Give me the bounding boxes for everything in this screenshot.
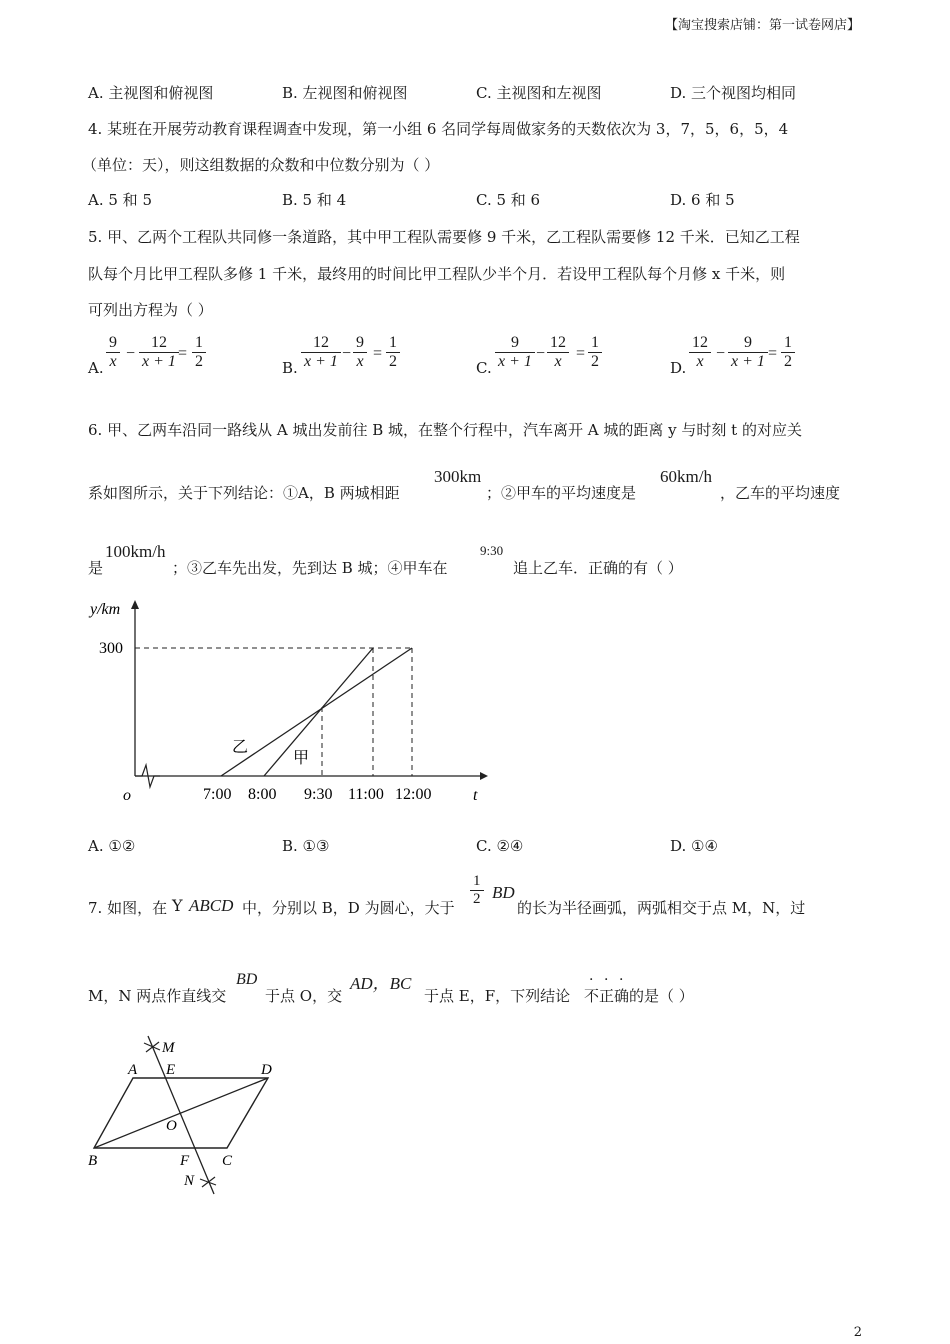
label-b: B (88, 1153, 98, 1169)
q7-line2b: 于点 O，交 (265, 987, 343, 1005)
q5-line2: 队每个月比甲工程队多修 1 千米，最终用的时间比甲工程队少半个月．若设甲工程队每个月修 x 千米，则 (88, 265, 786, 283)
y-label: y/km (90, 601, 121, 618)
q7-part2: 中，分别以 B，D 为圆心，大于 (242, 899, 455, 917)
x-tick-700: 7:00 (203, 786, 232, 803)
q5b-equals: = (373, 345, 383, 362)
x-axis-arrow (480, 772, 488, 780)
label-f: F (180, 1153, 190, 1169)
q5b-frac3: $\frac{1}{2}$ (386, 334, 400, 371)
label-yi: 乙 (232, 739, 249, 756)
q7-part1: 7. 如图，在 (88, 899, 168, 917)
q5a-frac1: $\frac{9}{x}$ (106, 334, 120, 371)
q5b-frac2: $\frac{9}{x}$ (353, 334, 367, 371)
q6-line2b: ；②甲车的平均速度是 (486, 484, 637, 502)
axis-break (135, 765, 160, 787)
page-number: 2 (853, 1325, 862, 1340)
label-a: A (128, 1062, 138, 1078)
q5-label-a: A. (88, 359, 104, 377)
q6-line1: 6. 甲、乙两车沿同一路线从 A 城出发前往 B 城，在整个行程中，汽车离开 A 城的距离 y 与时刻 t 的对应关 (88, 421, 802, 439)
q5c-frac1: $\frac{9}{x + 1}$ (495, 334, 535, 371)
label-c: C (222, 1153, 233, 1169)
q4-line2: （单位：天），则这组数据的众数和中位数分别为（ ） (82, 156, 440, 174)
q5b-frac1: $\frac{12}{x + 1}$ (301, 334, 341, 371)
q5c-minus: − (536, 345, 546, 362)
q4-option-a: A. 5 和 5 (88, 191, 152, 209)
q5a-equals: = (178, 345, 188, 362)
origin-label: o (123, 787, 131, 804)
q6-time: 9:30 (480, 543, 504, 558)
q5a-minus: − (126, 345, 136, 362)
q3-option-d: D. 三个视图均相同 (670, 84, 797, 102)
y-axis-arrow (131, 600, 139, 609)
q3-option-c: C. 主视图和左视图 (476, 84, 602, 102)
emphasis-dot-1: · (589, 972, 594, 988)
q4-line1: 4. 某班在开展劳动教育课程调查中发现，第一小组 6 名同学每周做家务的天数依次为 3，7，5，6，5，4 (88, 120, 789, 138)
q5d-frac3: $\frac{1}{2}$ (781, 334, 795, 371)
label-n: N (184, 1173, 195, 1189)
page-header: 【淘宝搜索店铺：第一试卷网店】 (664, 18, 860, 33)
q4-option-c: C. 5 和 6 (476, 191, 541, 209)
q7-que: 确 (614, 987, 630, 1005)
q6-speed-yi: 100km/h (105, 542, 166, 561)
line-mn (148, 1036, 214, 1194)
q4-option-d: D. 6 和 5 (670, 191, 735, 209)
q5-label-d: D. (670, 359, 687, 377)
q7-line2a: M，N 两点作直线交 (88, 987, 227, 1005)
diagonal-bd (94, 1078, 268, 1148)
q5d-frac1: $\frac{12}{x}$ (689, 334, 711, 371)
q7-line2d: 的是（ ） (629, 987, 694, 1005)
q7-bu: 不 (584, 987, 600, 1005)
q6-option-c: C. ②④ (476, 837, 524, 855)
q6-option-d: D. ①④ (670, 837, 718, 855)
parallelogram-symbol: Y (172, 896, 183, 915)
q7-part3: 的长为半径画弧，两弧相交于点 M，N，过 (517, 899, 806, 917)
label-jia: 甲 (293, 750, 310, 767)
q6-line3b: ；③乙车先出发，先到达 B 城；④甲车在 (172, 559, 448, 577)
q5-line1: 5. 甲、乙两个工程队共同修一条道路，其中甲工程队需要修 9 千米，乙工程队需要修 12 千米．已知乙工程 (88, 228, 800, 246)
q6-line3a: 是 (88, 559, 104, 577)
q7-half: $\frac{1}{2}$ (470, 873, 484, 908)
emphasis-dot-2: · (604, 972, 609, 988)
label-m: M (162, 1040, 175, 1056)
q5a-frac2: $\frac{12}{x + 1}$ (139, 334, 179, 371)
q5d-frac2: $\frac{9}{x + 1}$ (728, 334, 768, 371)
q5-label-b: B. (282, 359, 298, 377)
label-o: O (166, 1118, 177, 1134)
q6-line2a: 系如图所示，关于下列结论：①A，B 两城相距 (88, 484, 400, 502)
q6-option-b: B. ①③ (282, 837, 330, 855)
line-yi (221, 648, 412, 776)
q7-bd2: BD (236, 971, 258, 988)
x-label: t (473, 787, 478, 804)
q7-abcd: ABCD (189, 896, 234, 915)
q7-zheng: 正 (599, 987, 615, 1005)
q7-line2c: 于点 E，F，下列结论 (424, 987, 571, 1005)
q5c-frac2: $\frac{12}{x}$ (547, 334, 569, 371)
x-tick-1100: 11:00 (348, 786, 384, 803)
q6-option-a: A. ①② (88, 837, 136, 855)
arc-mark-n2 (202, 1177, 215, 1187)
q6-dist: 300km (434, 467, 482, 486)
x-tick-930: 9:30 (304, 786, 333, 803)
q5d-equals: = (768, 345, 778, 362)
q3-option-b: B. 左视图和俯视图 (282, 84, 408, 102)
q4-option-b: B. 5 和 4 (282, 191, 347, 209)
x-tick-1200: 12:00 (395, 786, 432, 803)
q6-line2c: ，乙车的平均速度 (720, 484, 841, 502)
distance-time-graph (80, 595, 500, 810)
q5c-equals: = (576, 345, 586, 362)
q7-ad-bc: AD，BC (350, 974, 412, 993)
line-jia (264, 648, 373, 776)
q5a-frac3: $\frac{1}{2}$ (192, 334, 206, 371)
q7-bd: BD (492, 883, 515, 902)
y-tick-300: 300 (99, 640, 123, 657)
q5c-frac3: $\frac{1}{2}$ (588, 334, 602, 371)
q5d-minus: − (716, 345, 726, 362)
label-d: D (261, 1062, 272, 1078)
q5-line3: 可列出方程为（ ） (88, 301, 213, 319)
q6-speed-jia: 60km/h (660, 467, 712, 486)
q5b-minus: − (342, 345, 352, 362)
q3-option-a: A. 主视图和俯视图 (88, 84, 214, 102)
x-tick-800: 8:00 (248, 786, 277, 803)
label-e: E (166, 1062, 176, 1078)
parallelogram-figure (80, 1030, 300, 1205)
arc-mark-m2 (146, 1042, 159, 1052)
q5-label-c: C. (476, 359, 492, 377)
emphasis-dot-3: · (619, 972, 624, 988)
q6-line3c: 追上乙车．正确的有（ ） (513, 559, 683, 577)
